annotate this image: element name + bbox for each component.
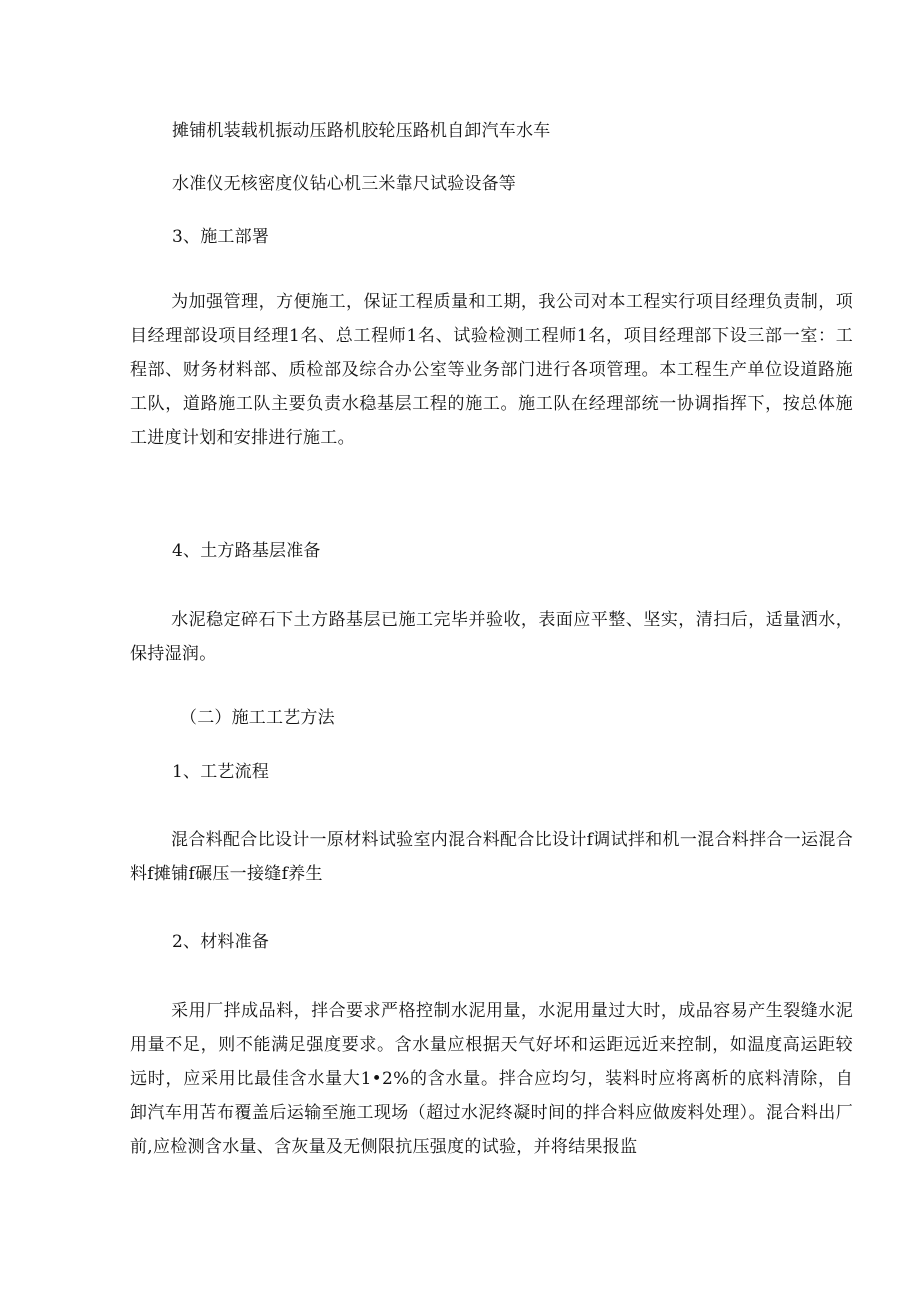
section-3-paragraph (130, 285, 853, 455)
step-2-paragraph (130, 994, 853, 1164)
section-4-heading: 4、土方路基层准备 (172, 541, 321, 561)
equipment-list-line-2: 水准仪无核密度仪钻心机三米靠尺试验设备等 (172, 174, 516, 194)
step-2-body: 采用厂拌成品料，拌合要求严格控制水泥用量，水泥用量过大时，成品容易产生裂缝水泥用量不足，则不能满足强度要求。含水量应根据天气好坏和运距远近来控制，如温度高运距较远时，应采用比最佳含水量大1•2%的含水量。拌合应均匀，装料时应将离析的底料清除，自卸汽车用苫布覆盖后运输至施工现场（超过水泥终凝时间的拌合料应做废料处理）。混合料出厂前,应检测含水量、含灰量及无侧限抗压强度的试验，并将结果报监 (130, 1001, 853, 1157)
step-1-body: 混合料配合比设计一原材料试验室内混合料配合比设计f调试拌和机一混合料拌合一运混合料f摊铺f碾压一接缝f养生 (130, 830, 853, 884)
section-3-body: 为加强管理，方便施工，保证工程质量和工期，我公司对本工程实行项目经理负责制，项目经理部设项目经理1名、总工程师1名、试验检测工程师1名，项目经理部下设三部一室：工程部、财务材料部、质检部及综合办公室等业务部门进行各项管理。本工程生产单位设道路施工队，道路施工队主要负责水稳基层工程的施工。施工队在经理部统一协调指挥下，按总体施工进度计划和安排进行施工。 (130, 292, 853, 448)
step-1-heading: 1、工艺流程 (172, 762, 270, 782)
step-2-heading: 2、材料准备 (172, 932, 270, 952)
section-3-heading: 3、施工部署 (172, 227, 270, 247)
part-2-heading: （二）施工工艺方法 (180, 708, 335, 728)
section-4-paragraph (130, 603, 853, 671)
equipment-list-line-1: 摊铺机装载机振动压路机胶轮压路机自卸汽车水车 (172, 121, 551, 141)
step-1-paragraph (130, 823, 853, 891)
section-4-body: 水泥稳定碎石下土方路基层已施工完毕并验收，表面应平整、坚实，清扫后，适量洒水，保持湿润。 (130, 610, 853, 664)
